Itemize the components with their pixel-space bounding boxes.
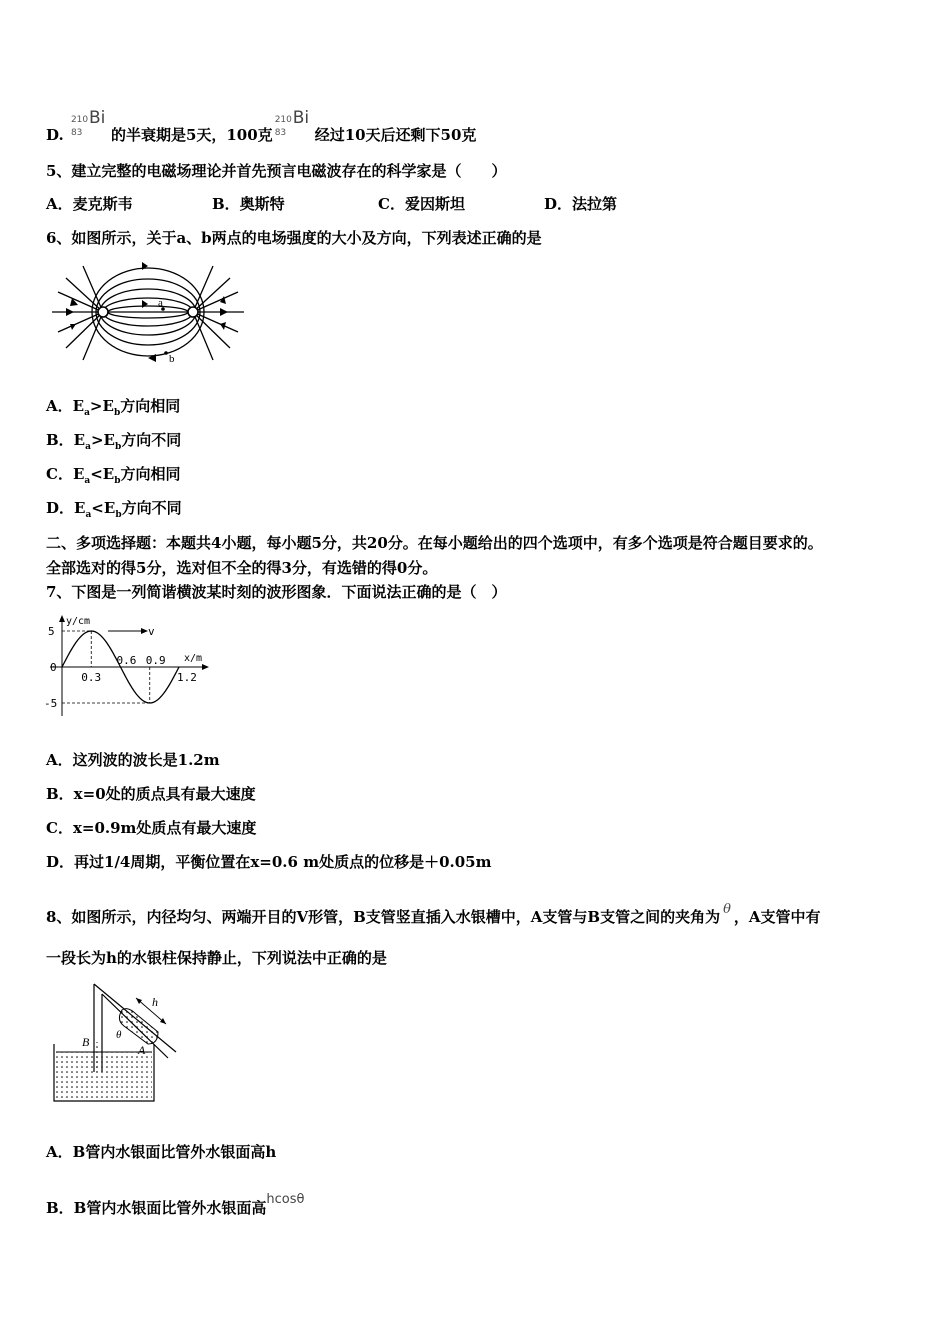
q6-option-c: C．$E_a<E_b$方向相同 [46,465,181,486]
y-axis-label: y/cm [66,616,91,627]
q7-option-b: B．x=0处的质点具有最大速度 [46,785,256,803]
q6-option-a: A．$E_a>E_b$方向相同 [46,397,181,418]
h-label: h [152,995,158,1009]
y-tick-label: 5 [48,625,55,638]
b-label: B [82,1035,90,1049]
q6-option-d: D．$E_a<E_b$方向不同 [46,499,182,520]
electric-field-figure [48,260,248,370]
v-tube-figure [50,980,190,1105]
y-tick-label: 0 [50,661,57,674]
y-tick-label: -5 [44,697,58,710]
hcos-formula: hcosθ [266,1192,305,1207]
x-tick-label: 1.2 [177,671,197,684]
q5-options [46,194,617,214]
q8-option-b: B．B管内水银面比管外水银面高hcosθ [46,1192,305,1217]
theta-symbol: θ [723,902,731,917]
x-tick-label: 0.6 [116,654,137,667]
q7-option-a: A．这列波的波长是1.2m [46,751,220,769]
option-text: 经过10天后还剩下50克 [314,126,477,144]
q6-stem: 6、如图所示，关于a、b两点的电场强度的大小及方向，下列表述正确的是 [46,229,542,247]
charge-right [188,307,198,317]
option-label: D. [46,126,64,144]
theta-label: θ [116,1029,122,1041]
q8-stem-line2: 一段长为h的水银柱保持静止，下列说法中正确的是 [46,949,387,967]
bismuth-isotope-2: 210 83 Bi [274,108,310,138]
x-tick-label: 0.9 [145,654,166,667]
point-b-label: b [169,353,175,365]
velocity-label: v [148,625,155,638]
q6-option-b: B．$E_a>E_b$方向不同 [46,431,182,452]
bismuth-isotope-1: 210 83 Bi [70,108,106,138]
section2-line1: 二、多项选择题：本题共4小题，每小题5分，共20分。在每小题给出的四个选项中，有多个选项是符合题目要求的。 [46,534,823,552]
q5-option-d: D．法拉第 [544,195,618,213]
q8-option-a: A．B管内水银面比管外水银面高h [46,1143,277,1161]
mercury-trough-fill [56,1052,152,1099]
q5-option-a: A．麦克斯韦 [46,195,133,213]
q5-option-b: B．奥斯特 [212,195,285,213]
q7-option-d: D．再过1/4周期，平衡位置在x=0.6 m处质点的位移是＋0.05m [46,853,492,871]
charge-left [98,307,108,317]
q4-option-d [46,108,477,145]
point-a-label: a [158,297,163,309]
q7-stem: 7、下图是一列简谐横波某时刻的波形图象．下面说法正确的是（ ） [46,583,507,601]
section2-line2: 全部选对的得5分，选对但不全的得3分，有选错的得0分。 [46,559,438,577]
option-text: 的半衰期是5天，100克 [110,126,273,144]
q5-option-c: C．爱因斯坦 [378,195,465,213]
q5-stem: 5、建立完整的电磁场理论并首先预言电磁波存在的科学家是（ ） [46,162,507,180]
x-axis-label: x/m [184,653,203,664]
x-tick-label: 0.3 [81,671,102,684]
wave-chart [44,612,214,722]
a-label: A [138,1043,146,1057]
q7-option-c: C．x=0.9m处质点有最大速度 [46,819,257,837]
q8-stem-line1: 8、如图所示，内径均匀、两端开目的V形管，B支管竖直插入水银槽中，A支管与B支管之间的夹角为 θ ，A支管中有 [46,902,821,926]
